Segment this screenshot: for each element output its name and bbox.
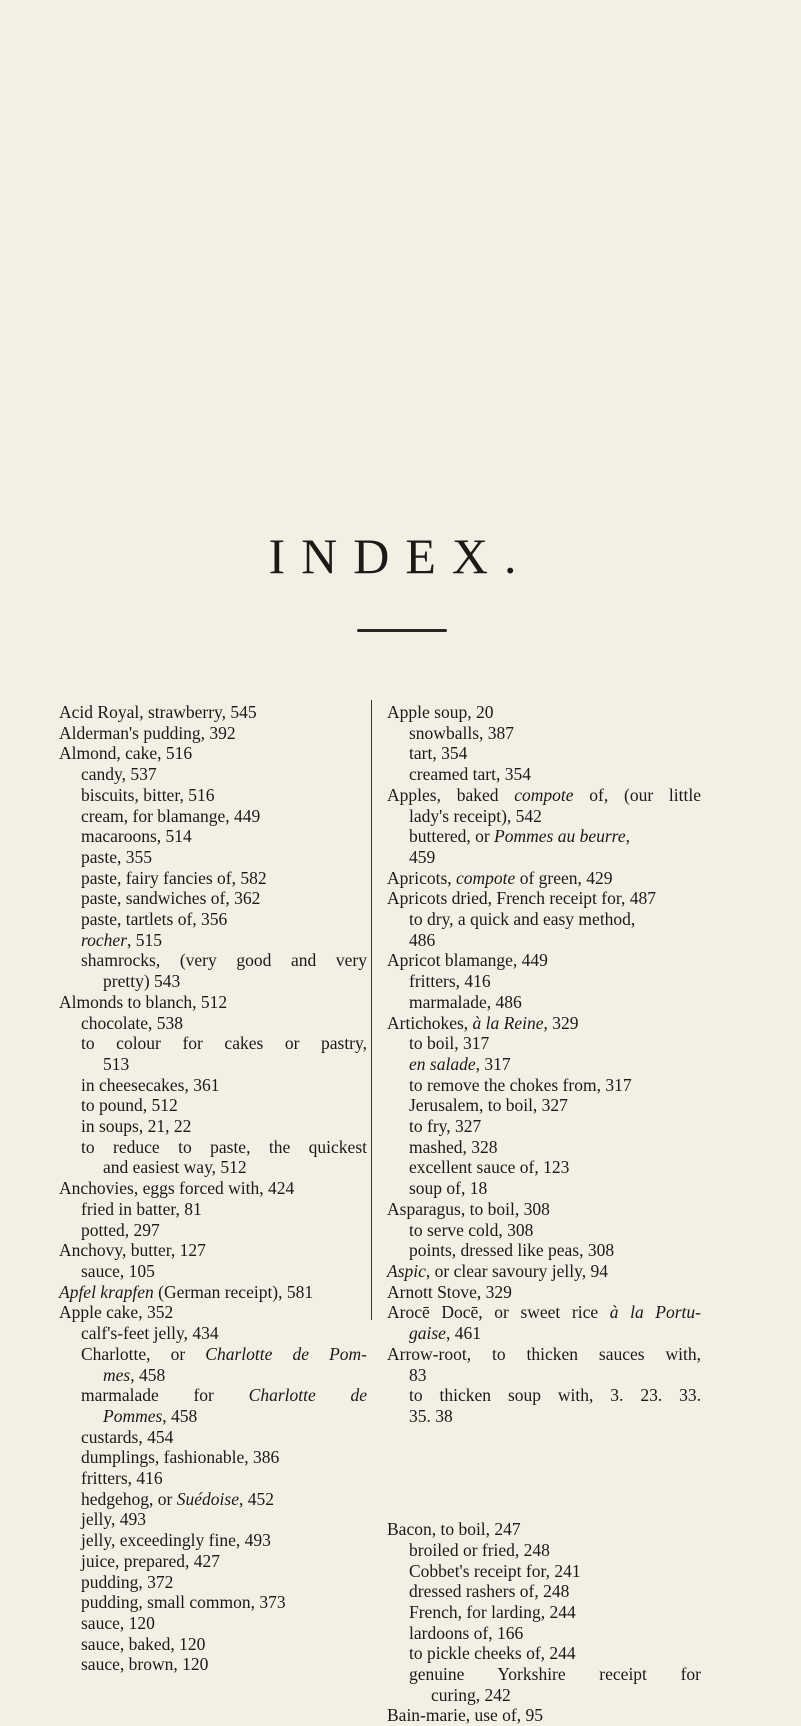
index-subentry: in cheesecakes, 361 [81,1074,220,1095]
index-entry: Arnott Stove, 329 [387,1281,512,1302]
index-subentry: cream, for blamange, 449 [81,805,261,826]
index-entry: Almond, cake, 516 [59,743,193,764]
index-subentry: shamrocks, (very good and very [81,950,367,971]
index-subentry: to pickle cheeks of, 244 [409,1643,576,1664]
index-subentry: to thicken soup with, 3. 23. 33. [409,1385,701,1406]
index-subentry: paste, sandwiches of, 362 [81,888,261,909]
index-subentry: curing, 242 [431,1684,511,1705]
index-entry: Arocē Docē, or sweet rice à la Portu- [387,1302,701,1323]
section-gap [387,1444,701,1464]
index-subentry: snowballs, 387 [409,722,514,743]
index-subentry: jelly, exceedingly fine, 493 [81,1530,271,1551]
index-subentry: sauce, 120 [81,1612,155,1633]
index-subentry: paste, fairy fancies of, 582 [81,867,267,888]
index-subentry: excellent sauce of, 123 [409,1157,570,1178]
index-subentry: 35. 38 [409,1405,453,1426]
index-subentry: chocolate, 538 [81,1012,184,1033]
index-subentry: en salade, 317 [409,1053,511,1074]
index-subentry: mashed, 328 [409,1136,498,1157]
index-subentry: points, dressed like peas, 308 [409,1240,615,1261]
index-subentry: pretty) 543 [103,971,181,992]
index-subentry: 513 [103,1053,130,1074]
index-subentry: creamed tart, 354 [409,764,531,785]
index-subentry: sauce, 105 [81,1260,155,1281]
index-subentry: French, for larding, 244 [409,1601,576,1622]
index-subentry: dumplings, fashionable, 386 [81,1447,280,1468]
index-entry: Aspic, or clear savoury jelly, 94 [387,1260,608,1281]
index-subentry: fritters, 416 [81,1468,163,1489]
index-subentry: and easiest way, 512 [103,1157,247,1178]
index-subentry: fritters, 416 [409,971,491,992]
index-subentry: to colour for cakes or pastry, [81,1033,367,1054]
index-entry: Apricots dried, French receipt for, 487 [387,888,657,909]
index-subentry: fried in batter, 81 [81,1198,202,1219]
index-subentry: dressed rashers of, 248 [409,1581,570,1602]
index-entry: Bacon, to boil, 247 [387,1519,521,1540]
index-entry: Apple soup, 20 [387,702,494,722]
index-entry: Alderman's pudding, 392 [59,722,236,743]
index-subentry: Cobbet's receipt for, 241 [409,1560,581,1581]
index-subentry: sauce, baked, 120 [81,1633,206,1654]
index-subentry: juice, prepared, 427 [81,1550,220,1571]
index-subentry: macaroons, 514 [81,826,192,847]
index-subentry: jelly, 493 [81,1509,146,1530]
index-subentry: rocher, 515 [81,929,163,950]
index-subentry: lady's receipt), 542 [409,805,542,826]
index-subentry: soup of, 18 [409,1178,488,1199]
index-entry: Artichokes, à la Reine, 329 [387,1012,579,1033]
index-entry: Arrow-root, to thicken sauces with, [387,1343,701,1364]
index-subentry: 83 [409,1364,427,1385]
index-subentry: broiled or fried, 248 [409,1539,550,1560]
index-entry: Anchovies, eggs forced with, 424 [59,1178,295,1199]
index-subentry: to serve cold, 308 [409,1219,534,1240]
index-entry: Bain-marie, use of, 95 [387,1705,543,1726]
column-divider [371,700,372,1320]
index-subentry: marmalade, 486 [409,991,522,1012]
index-subentry: 459 [409,846,436,867]
index-subentry: gaise, 461 [409,1323,481,1344]
index-subentry: candy, 537 [81,764,157,785]
page-title: INDEX. [268,528,533,584]
index-subentry: genuine Yorkshire receipt for [409,1664,701,1685]
index-subentry: tart, 354 [409,743,468,764]
index-subentry: 486 [409,929,436,950]
index-subentry: pudding, small common, 373 [81,1592,286,1613]
section-gap [387,1482,701,1502]
index-subentry: Charlotte, or Charlotte de Pom- [81,1343,367,1364]
index-subentry: sauce, brown, 120 [81,1654,209,1675]
index-entry: Anchovy, butter, 127 [59,1240,206,1261]
index-entry: Apfel krapfen (German receipt), 581 [59,1281,314,1302]
index-subentry: buttered, or Pommes au beurre, [409,826,630,847]
index-entry: Acid Royal, strawberry, 545 [59,702,257,722]
index-subentry: pudding, 372 [81,1571,174,1592]
index-subentry: to boil, 317 [409,1033,490,1054]
index-entry: Apple cake, 352 [59,1302,174,1323]
index-subentry: paste, tartlets of, 356 [81,909,228,930]
index-subentry: calf's-feet jelly, 434 [81,1323,219,1344]
index-subentry: lardoons of, 166 [409,1622,524,1643]
index-subentry: marmalade for Charlotte de [81,1385,367,1406]
index-subentry: Jerusalem, to boil, 327 [409,1095,568,1116]
index-subentry: to pound, 512 [81,1095,178,1116]
index-entry: Apricots, compote of green, 429 [387,867,613,888]
index-subentry: in soups, 21, 22 [81,1116,192,1137]
index-subentry: biscuits, bitter, 516 [81,784,215,805]
index-entry: Almonds to blanch, 512 [59,991,228,1012]
index-column-right [387,702,701,1726]
index-entry: Asparagus, to boil, 308 [387,1198,550,1219]
index-subentry: hedgehog, or Suédoise, 452 [81,1488,274,1509]
index-subentry: mes, 458 [103,1364,166,1385]
index-entry: Apples, baked compote of, (our little [387,784,701,805]
index-subentry: Pommes, 458 [103,1405,198,1426]
index-subentry: to remove the chokes from, 317 [409,1074,632,1095]
index-subentry: to reduce to paste, the quickest [81,1136,367,1157]
index-entry: Apricot blamange, 449 [387,950,548,971]
index-column-left [59,702,367,1675]
title-rule [357,629,447,632]
index-subentry: to fry, 327 [409,1116,482,1137]
index-subentry: potted, 297 [81,1219,160,1240]
index-subentry: paste, 355 [81,846,152,867]
index-subentry: custards, 454 [81,1426,174,1447]
index-subentry: to dry, a quick and easy method, [409,909,636,930]
